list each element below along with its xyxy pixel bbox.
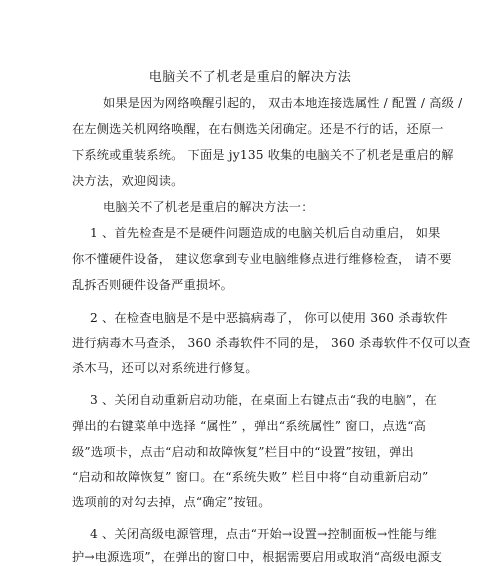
paragraph-line: 你不懂硬件设备， 建议您拿到专业电脑维修点进行维修检查， 请不要 <box>72 252 452 266</box>
paragraph-line: 弹出的右键菜单中选择 “属性” ，弹出“系统属性” 窗口，点选“高 <box>72 419 427 433</box>
paragraph-line: “启动和故障恢复” 窗口。在“系统失败” 栏目中将“自动重新启动” <box>72 470 429 484</box>
paragraph-line: 杀木马，还可以对系统进行修复。 <box>72 361 258 375</box>
document-title: 电脑关不了机老是重启的解决方法 <box>148 70 352 85</box>
paragraph-line: 4 、关闭高级电源管理，点击“开始→设置→控制面板→性能与维 <box>90 527 437 541</box>
paragraph-line: 1 、首先检查是不是硬件问题造成的电脑关机后自动重启， 如果 <box>90 226 441 240</box>
paragraph-line: 乱拆否则硬件设备严重损坏。 <box>72 278 234 292</box>
paragraph-line: 决方法，欢迎阅读。 <box>72 174 184 188</box>
paragraph-line: 级”选项卡，点击“启动和故障恢复”栏目中的“设置”按钮，弹出 <box>72 445 414 459</box>
paragraph-line: 2 、在检查电脑是不是中恶搞病毒了， 你可以使用 360 杀毒软件 <box>90 311 448 325</box>
paragraph-line: 护→电源选项”，在弹出的窗口中，根据需要启用或取消“高级电源支 <box>72 550 443 564</box>
section-heading: 电脑关不了机老是重启的解决方法一： <box>103 200 314 214</box>
paragraph-line: 下系统或重装系统。 下面是 jy135 收集的电脑关不了机老是重启的解 <box>72 148 454 162</box>
paragraph-line: 进行病毒木马查杀， 360 杀毒软件不同的是， 360 杀毒软件不仅可以查 <box>72 336 471 350</box>
paragraph-line: 在左侧选关机网络唤醒，在右侧选关闭确定。还是不行的话，还原一 <box>72 122 444 136</box>
paragraph-line: 如果是因为网络唤醒引起的， 双击本地连接选属性 / 配置 / 高级 / <box>103 96 463 110</box>
paragraph-line: 3 、关闭自动重新启动功能，在桌面上右键点击“我的电脑”，在 <box>90 393 437 407</box>
paragraph-line: 选项前的对勾去掉，点“确定”按钮。 <box>72 495 271 509</box>
